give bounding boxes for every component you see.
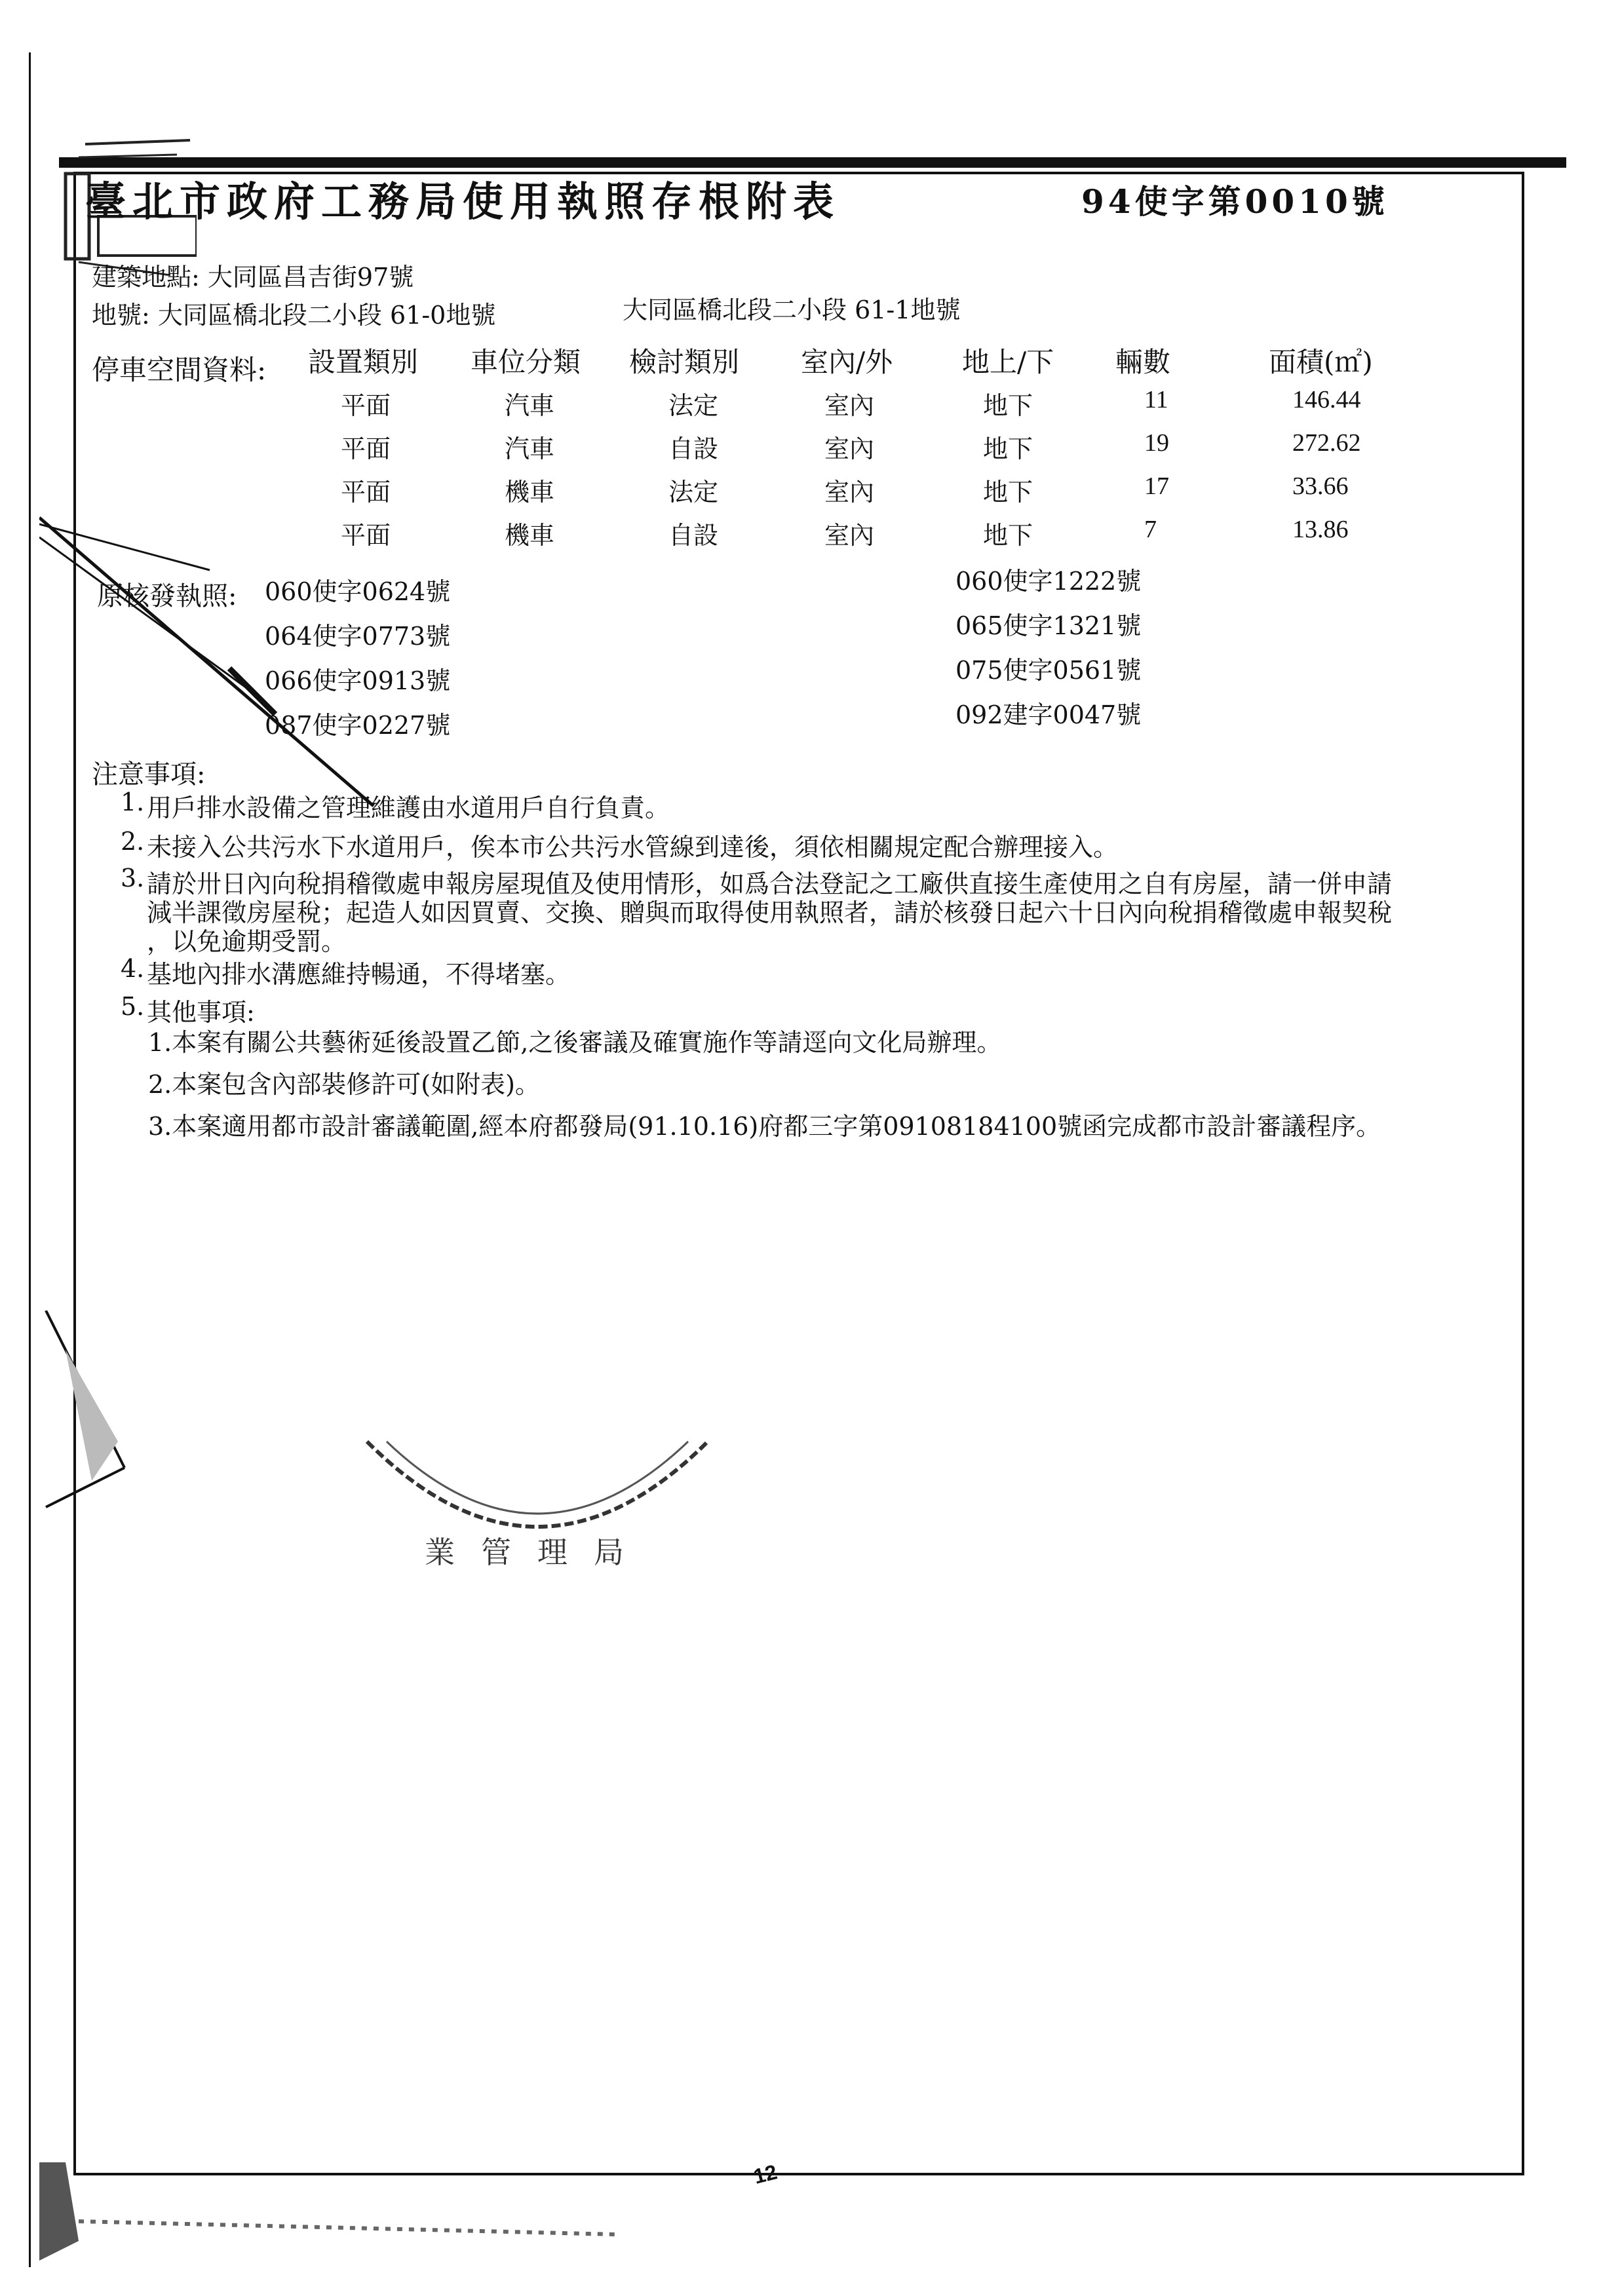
lot-label: 地號: [92,301,150,330]
note-number: 5. [121,992,145,1021]
parking-cell: 室內 [824,478,875,507]
other-note-text: 2.本案包含內部裝修許可(如附表)。 [148,1070,540,1099]
parking-cell: 平面 [341,434,391,463]
seal-text: 業管理局 [425,1535,650,1570]
header-rule [59,157,1566,168]
left-margin-rule [29,52,31,2267]
parking-column-header: 車位分類 [471,346,581,378]
original-permits-label: 原核發執照: [97,581,237,611]
parking-cell: 地下 [983,391,1033,420]
parking-cell: 272.62 [1292,429,1361,457]
parking-cell: 自設 [668,434,719,463]
parking-cell: 機車 [505,521,555,550]
document-title: 臺北市政府工務局使用執照存根附表 [85,178,841,225]
other-note-text: 1.本案有關公共藝術延後設置乙節,之後審議及確實施作等請逕向文化局辦理。 [148,1028,1002,1057]
original-permit-item: 065使字1321號 [955,611,1142,640]
parking-cell: 146.44 [1292,386,1361,413]
lot-value-1: 大同區橋北段二小段 61-0地號 [157,301,496,330]
original-permit-item: 087使字0227號 [265,711,451,740]
parking-cell: 19 [1144,429,1169,457]
original-permit-item: 092建字0047號 [955,700,1142,729]
parking-cell: 地下 [983,521,1033,550]
note-number: 3. [121,864,145,892]
scan-artifact-diagonal [39,498,380,813]
parking-cell: 17 [1144,472,1169,500]
original-permit-item: 075使字0561號 [955,656,1142,685]
parking-column-header: 面積(㎡) [1269,346,1373,378]
parking-column-header: 檢討類別 [629,346,740,378]
parking-cell: 平面 [341,478,391,507]
note-text: 減半課徵房屋稅；起造人如因買賣、交換、贈與而取得使用執照者，請於核發日起六十日內向稅捐稽徵處申報契稅 [147,898,1393,927]
note-text: 未接入公共污水下水道用戶，俟本市公共污水管線到達後，須依相關規定配合辦理接入。 [147,833,1119,862]
note-number: 1. [121,788,145,816]
parking-column-header: 輛數 [1115,346,1171,378]
scan-artifact-left-mid [39,1311,138,1520]
address-row [92,257,414,293]
parking-column-header: 室內/外 [801,346,893,378]
note-number: 2. [121,827,145,856]
scan-artifact-bottom [39,2162,629,2267]
original-permit-item: 064使字0773號 [265,622,451,651]
parking-column-header: 設置類別 [308,346,419,378]
other-note-text: 3.本案適用都市設計審議範圍,經本府都發局(91.10.16)府都三字第09108184100號函完成都市設計審議程序。 [148,1112,1381,1141]
parking-cell: 11 [1144,386,1168,413]
original-permit-item: 066使字0913號 [265,666,451,695]
parking-cell: 法定 [668,478,719,507]
notes-label: 注意事項: [92,759,206,790]
parking-cell: 自設 [668,521,719,550]
note-text: ，以免逾期受罰。 [147,927,347,956]
parking-cell: 汽車 [505,434,555,463]
parking-cell: 地下 [983,478,1033,507]
original-permit-item: 060使字1222號 [955,567,1142,596]
parking-cell: 平面 [341,391,391,420]
parking-cell: 地下 [983,434,1033,463]
parking-column-header: 地上/下 [962,346,1054,378]
lot-value-2: 大同區橋北段二小段 61-1地號 [623,296,961,324]
parking-cell: 室內 [824,391,875,420]
parking-cell: 汽車 [505,391,555,420]
parking-label: 停車空間資料: [92,354,267,386]
lot-row [92,295,495,331]
parking-cell: 室內 [824,434,875,463]
permit-number: 94使字第0010號 [1081,182,1389,221]
note-number: 4. [121,954,145,983]
original-permit-item: 060使字0624號 [265,577,451,606]
note-text: 用戶排水設備之管理維護由水道用戶自行負責。 [147,794,670,822]
parking-cell: 13.86 [1292,516,1349,543]
note-text: 基地內排水溝應維持暢通，不得堵塞。 [147,960,571,989]
parking-cell: 機車 [505,478,555,507]
address-label: 建築地點: [92,263,200,292]
office-seal [354,1415,721,1612]
parking-cell: 7 [1144,516,1157,543]
footer-mark-number: 12 [751,2160,780,2189]
parking-cell: 平面 [341,521,391,550]
address-value: 大同區昌吉街97號 [207,263,414,292]
parking-cell: 室內 [824,521,875,550]
parking-cell: 33.66 [1292,472,1349,500]
note-text: 其他事項: [147,998,255,1027]
parking-cell: 法定 [668,391,719,420]
note-text: 請於卅日內向稅捐稽徵處申報房屋現值及使用情形，如爲合法登記之工廠供直接生產使用之自有房屋，請一併申請 [147,870,1393,898]
